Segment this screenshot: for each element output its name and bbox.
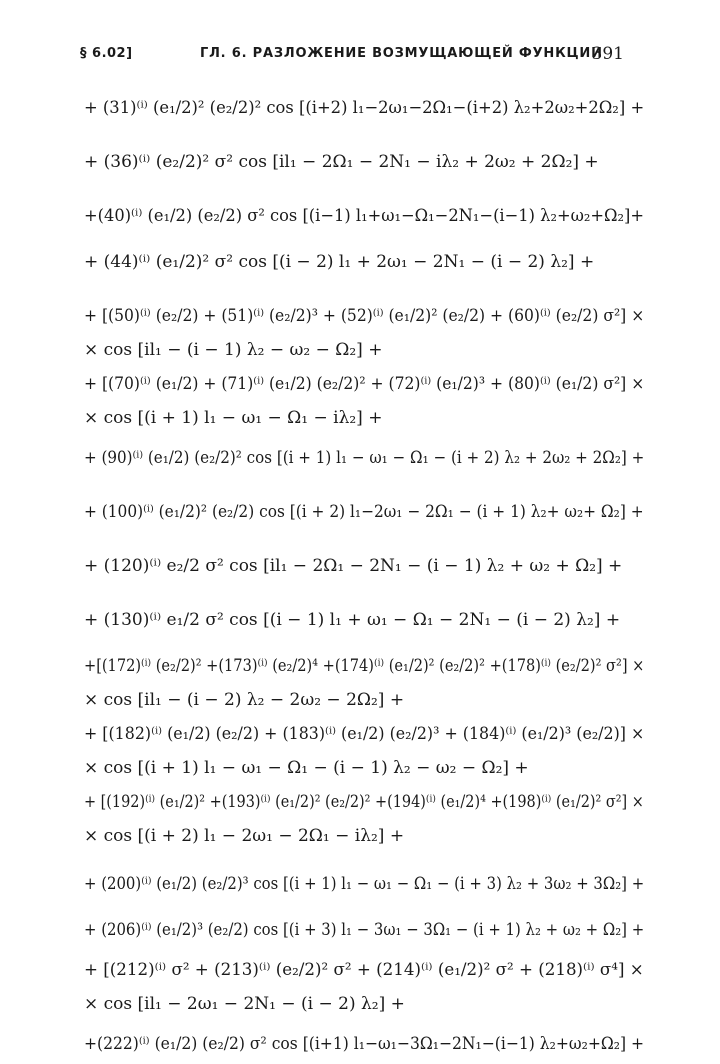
chapter-title: ГЛ. 6. РАЗЛОЖЕНИЕ ВОЗМУЩАЮЩЕЙ ФУНКЦИИ (200, 46, 603, 61)
equation-text: × cos [il₁ − (i − 1) λ₂ − ω₂ − Ω₂] + (84, 340, 383, 360)
equation-text: + [(182)⁽ⁱ⁾ (e₁/2) (e₂/2) + (183)⁽ⁱ⁾ (e₁/2) (e₂/2)³ + (184)⁽ⁱ⁾ (e₁/2)³ (e₂/2)] × (84, 724, 645, 744)
equation-text: + (31)⁽ⁱ⁾ (e₁/2)² (e₂/2)² cos [(i+2) l₁−2ω₁−2Ω₁−(i+2) λ₂+2ω₂+2Ω₂] + (84, 98, 645, 118)
equation-text: + (100)⁽ⁱ⁾ (e₁/2)² (e₂/2) cos [(i + 2) l₁−2ω₁ − 2Ω₁ − (i + 1) λ₂+ ω₂+ Ω₂] + (84, 502, 644, 522)
equation-text: × cos [il₁ − 2ω₁ − 2N₁ − (i − 2) λ₂] + (84, 994, 405, 1014)
formula-block (84, 88, 644, 1064)
equation-line (84, 864, 644, 904)
equation-line (84, 754, 644, 782)
equation-text: + [(212)⁽ⁱ⁾ σ² + (213)⁽ⁱ⁾ (e₂/2)² σ² + (214)⁽ⁱ⁾ (e₁/2)² σ² + (218)⁽ⁱ⁾ σ⁴] × (84, 960, 644, 980)
equation-line (84, 404, 644, 432)
section-reference: § 6.02] (80, 46, 133, 61)
equation-line (84, 336, 644, 364)
equation-line (84, 646, 644, 686)
equation-line (84, 950, 644, 990)
equation-line (84, 88, 644, 128)
equation-line (84, 990, 644, 1018)
equation-text: + (120)⁽ⁱ⁾ e₂/2 σ² cos [il₁ − 2Ω₁ − 2N₁ − (i − 1) λ₂ + ω₂ + Ω₂] + (84, 556, 623, 576)
equation-text: +(222)⁽ⁱ⁾ (e₁/2) (e₂/2) σ² cos [(i+1) l₁−ω₁−3Ω₁−2N₁−(i−1) λ₂+ω₂+Ω₂] + (84, 1034, 645, 1054)
equation-line (84, 600, 644, 640)
equation-line (84, 296, 644, 336)
equation-line (84, 492, 644, 532)
equation-text: +[(172)⁽ⁱ⁾ (e₂/2)² +(173)⁽ⁱ⁾ (e₂/2)⁴ +(174)⁽ⁱ⁾ (e₁/2)² (e₂/2)² +(178)⁽ⁱ⁾ (e₂/2)² σ²] × (84, 656, 645, 676)
equation-line (84, 242, 644, 282)
equation-line (84, 910, 644, 950)
equation-text: + [(192)⁽ⁱ⁾ (e₁/2)² +(193)⁽ⁱ⁾ (e₁/2)² (e₂/2)² +(194)⁽ⁱ⁾ (e₁/2)⁴ +(198)⁽ⁱ⁾ (e₁/2)² σ²] × (84, 792, 644, 812)
equation-line (84, 822, 644, 850)
equation-text: × cos [(i + 1) l₁ − ω₁ − Ω₁ − iλ₂] + (84, 408, 383, 428)
equation-text: + (90)⁽ⁱ⁾ (e₁/2) (e₂/2)² cos [(i + 1) l₁ − ω₁ − Ω₁ − (i + 2) λ₂ + 2ω₂ + 2Ω₂] + (84, 448, 645, 468)
equation-text: + [(70)⁽ⁱ⁾ (e₁/2) + (71)⁽ⁱ⁾ (e₁/2) (e₂/2)² + (72)⁽ⁱ⁾ (e₁/2)³ + (80)⁽ⁱ⁾ (e₁/2) σ²] × (84, 374, 645, 394)
equation-line (84, 686, 644, 714)
equation-text: × cos [il₁ − (i − 2) λ₂ − 2ω₂ − 2Ω₂] + (84, 690, 405, 710)
equation-line (84, 1024, 644, 1064)
equation-text: + (130)⁽ⁱ⁾ e₁/2 σ² cos [(i − 1) l₁ + ω₁ − Ω₁ − 2N₁ − (i − 2) λ₂] + (84, 610, 621, 630)
equation-line (84, 364, 644, 404)
equation-line (84, 438, 644, 478)
page-number: 391 (591, 44, 624, 64)
equation-line (84, 142, 644, 182)
equation-text: × cos [(i + 1) l₁ − ω₁ − Ω₁ − (i − 1) λ₂ − ω₂ − Ω₂] + (84, 758, 529, 778)
equation-text: × cos [(i + 2) l₁ − 2ω₁ − 2Ω₁ − iλ₂] + (84, 826, 405, 846)
running-header (0, 46, 720, 68)
equation-line (84, 546, 644, 586)
equation-text: + (36)⁽ⁱ⁾ (e₂/2)² σ² cos [il₁ − 2Ω₁ − 2N₁ − iλ₂ + 2ω₂ + 2Ω₂] + (84, 152, 599, 172)
equation-line (84, 196, 644, 236)
equation-text: + (206)⁽ⁱ⁾ (e₁/2)³ (e₂/2) cos [(i + 3) l₁ − 3ω₁ − 3Ω₁ − (i + 1) λ₂ + ω₂ + Ω₂] + (84, 920, 645, 940)
equation-text: + [(50)⁽ⁱ⁾ (e₂/2) + (51)⁽ⁱ⁾ (e₂/2)³ + (52)⁽ⁱ⁾ (e₁/2)² (e₂/2) + (60)⁽ⁱ⁾ (e₂/2) σ²] × (84, 306, 645, 326)
equation-line (84, 714, 644, 754)
equation-text: +(40)⁽ⁱ⁾ (e₁/2) (e₂/2) σ² cos [(i−1) l₁+ω₁−Ω₁−2N₁−(i−1) λ₂+ω₂+Ω₂]+ (84, 206, 645, 226)
equation-line (84, 782, 644, 822)
equation-text: + (200)⁽ⁱ⁾ (e₁/2) (e₂/2)³ cos [(i + 1) l₁ − ω₁ − Ω₁ − (i + 3) λ₂ + 3ω₂ + 3Ω₂] + (84, 874, 645, 894)
equation-text: + (44)⁽ⁱ⁾ (e₁/2)² σ² cos [(i − 2) l₁ + 2ω₁ − 2N₁ − (i − 2) λ₂] + (84, 252, 595, 272)
